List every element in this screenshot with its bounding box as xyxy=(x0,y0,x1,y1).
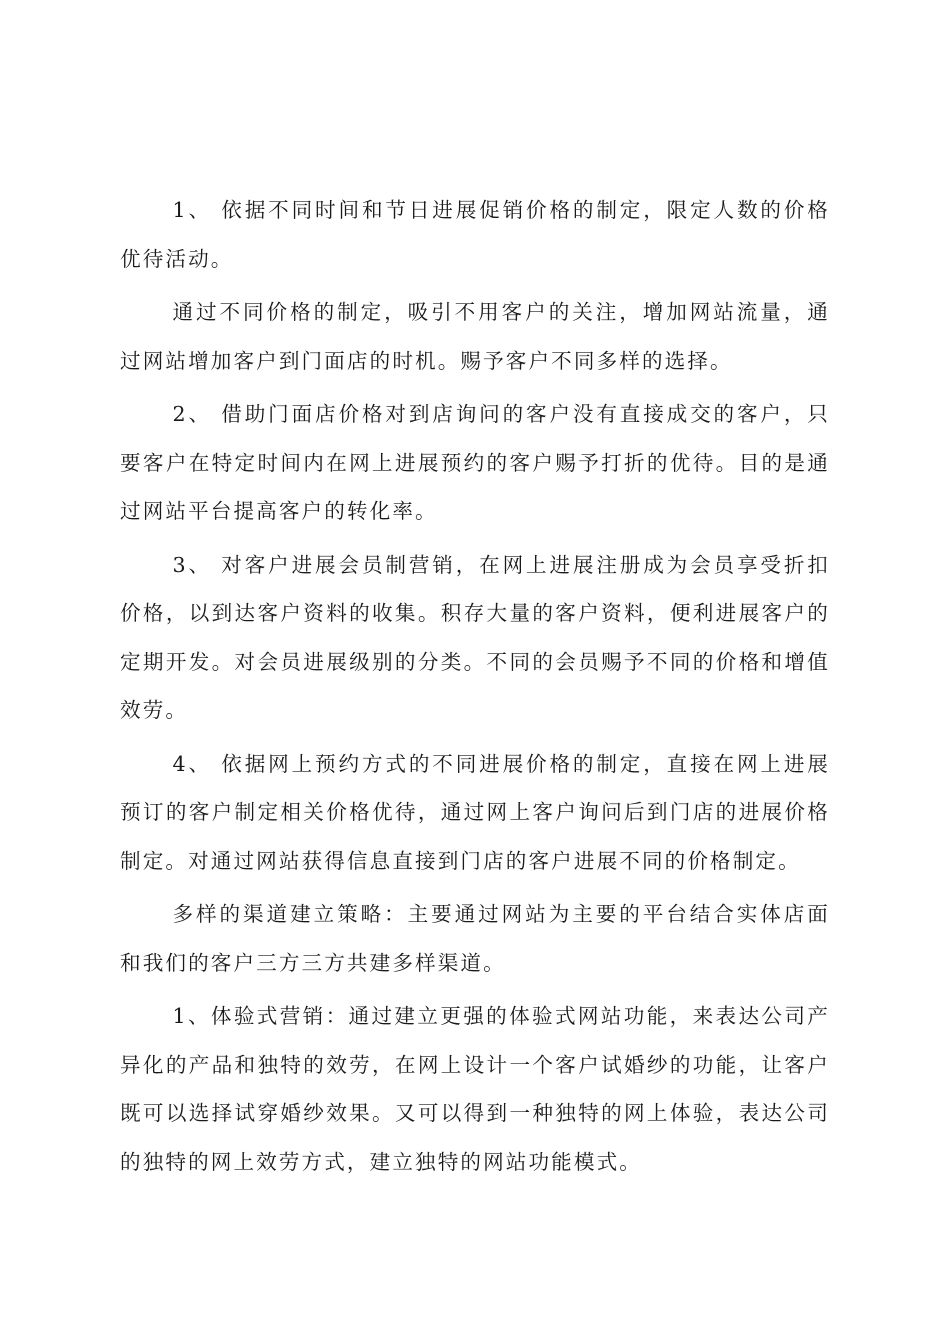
paragraph-price-by-time: 1、 依据不同时间和节日进展促销价格的制定，限定人数的价格优待活动。 xyxy=(120,198,830,271)
paragraph-booking-method-pricing: 4、 依据网上预约方式的不同进展价格的制定，直接在网上进展预订的客户制定相关价格优待，通过网上客户询问后到门店的进展价格制定。对通过网站获得信息直接到门店的客户进展不同的价格制定。 xyxy=(120,751,830,873)
paragraph-membership-marketing: 3、 对客户进展会员制营销，在网上进展注册成为会员享受折扣价格，以到达客户资料的收集。积存大量的客户资料，便利进展客户的定期开发。对会员进展级别的分类。不同的会员赐予不同的价格和增值效劳。 xyxy=(120,552,830,722)
paragraph-online-booking-discount: 2、 借助门面店价格对到店询问的客户没有直接成交的客户，只要客户在特定时间内在网上进展预约的客户赐予打折的优待。目的是通过网站平台提高客户的转化率。 xyxy=(120,402,830,523)
paragraph-price-attention: 通过不同价格的制定，吸引不用客户的关注，增加网站流量，通过网站增加客户到门面店的时机。赐予客户不同多样的选择。 xyxy=(120,300,830,373)
document-body xyxy=(120,186,830,1191)
paragraph-channel-strategy: 多样的渠道建立策略：主要通过网站为主要的平台结合实体店面和我们的客户三方三方共建多样渠道。 xyxy=(120,902,830,975)
paragraph-experience-marketing: 1、体验式营销：通过建立更强的体验式网站功能，来表达公司产异化的产品和独特的效劳，在网上设计一个客户试婚纱的功能，让客户既可以选择试穿婚纱效果。又可以得到一种独特的网上体验，表达公司的独特的网上效劳方式，建立独特的网站功能模式。 xyxy=(120,1004,830,1174)
